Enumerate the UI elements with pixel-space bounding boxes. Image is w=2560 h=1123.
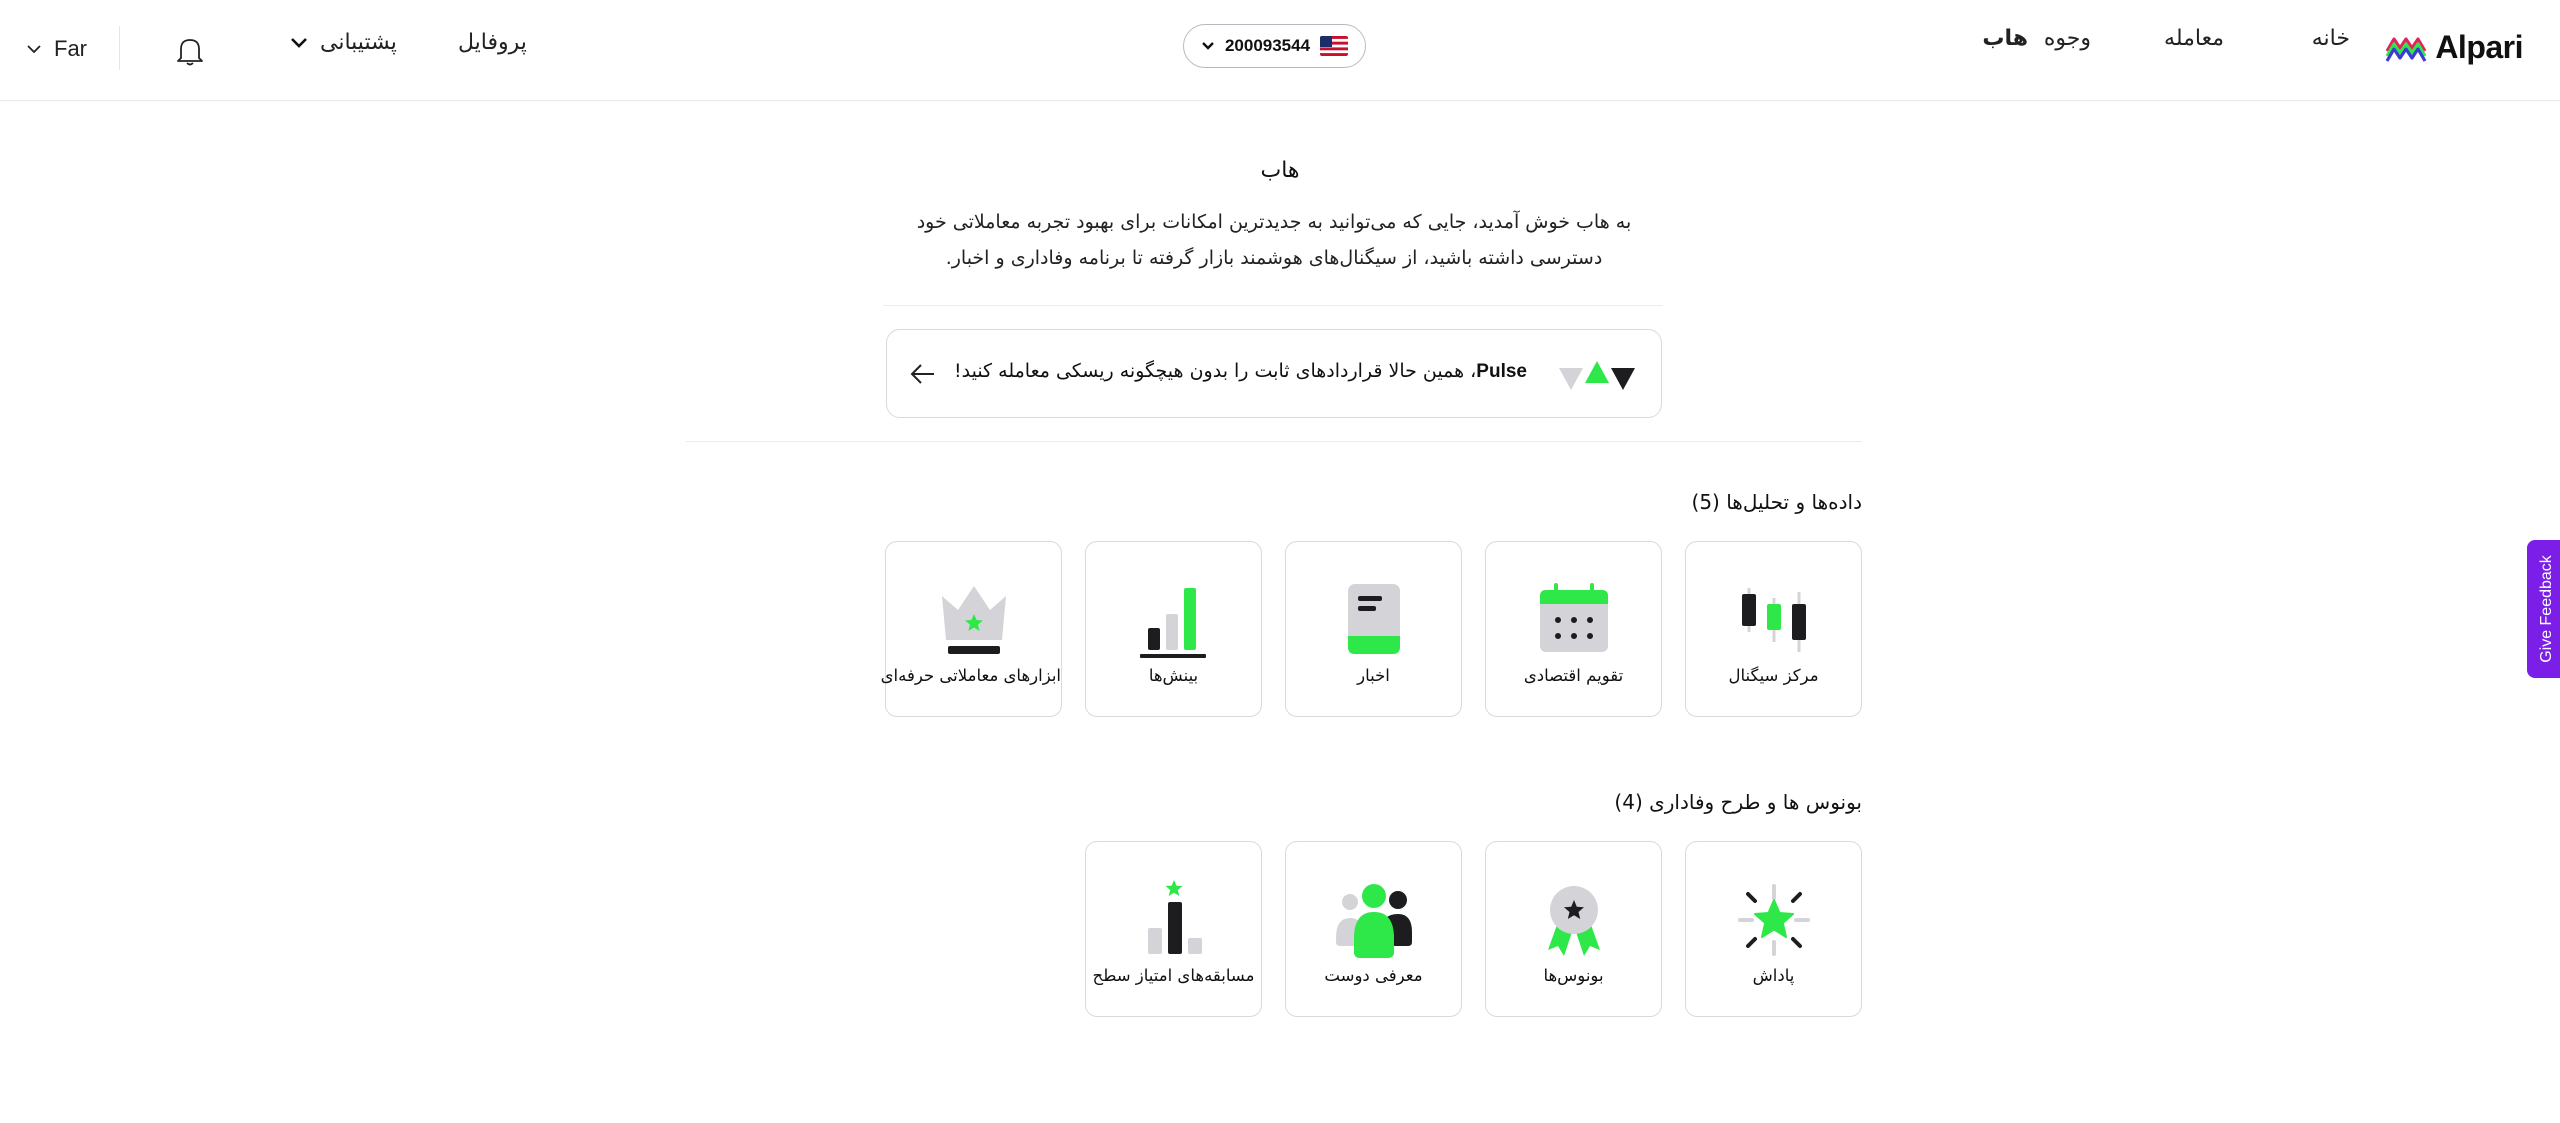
give-feedback-button[interactable]	[2527, 540, 2560, 678]
alpari-logo-icon	[2385, 31, 2427, 65]
pulse-brand: Pulse	[1476, 361, 1527, 382]
account-selector[interactable]	[1183, 24, 1366, 68]
tile-refer-friend[interactable]	[1285, 841, 1462, 1017]
account-number: 200093544	[1224, 36, 1311, 55]
crown-icon	[934, 580, 1014, 660]
tile-label: ابزارهای معاملاتی حرفه‌ای	[880, 666, 1061, 685]
nav-home[interactable]: خانه	[2311, 26, 2350, 51]
description-line-1: به هاب خوش آمدید، جایی که می‌توانید به جدیدترین امکانات برای بهبود تجربه معاملاتی خود	[916, 211, 1632, 233]
tile-news[interactable]	[1285, 541, 1462, 717]
tile-insights[interactable]	[1085, 541, 1262, 717]
sparkle-star-icon	[1734, 880, 1814, 960]
alpari-logo[interactable]	[2385, 29, 2523, 66]
page-title: هاب	[1260, 158, 1300, 183]
chevron-down-icon	[1201, 41, 1215, 51]
feedback-label: Give Feedback	[2538, 555, 2556, 663]
support-dropdown[interactable]	[290, 30, 397, 55]
logo-text: Alpari	[2435, 29, 2523, 65]
tile-bonuses[interactable]	[1485, 841, 1662, 1017]
arrow-left-icon[interactable]	[909, 362, 937, 386]
tile-label: بونوس‌ها	[1543, 966, 1604, 985]
chevron-down-icon	[26, 44, 42, 54]
tile-pro-trading-tools[interactable]	[880, 541, 1062, 717]
tile-label: معرفی دوست	[1324, 966, 1423, 985]
top-header	[0, 0, 2560, 101]
nav-trade[interactable]: معامله	[2164, 26, 2224, 51]
nav-funds[interactable]: وجوه	[2043, 26, 2091, 51]
tile-label: تقویم اقتصادی	[1523, 666, 1624, 685]
us-flag-icon	[1320, 36, 1348, 56]
section-title-bonuses: بونوس ها و طرح وفاداری (4)	[1614, 790, 1862, 814]
section-title-analytics: داده‌ها و تحلیل‌ها (5)	[1691, 490, 1862, 514]
tile-label: پاداش	[1752, 966, 1795, 985]
pulse-message: ، همین حالا قراردادهای ثابت را بدون هیچگونه ریسکی معامله کنید!	[954, 360, 1477, 382]
bar-chart-icon	[1134, 580, 1214, 660]
tile-rewards[interactable]	[1685, 841, 1862, 1017]
medal-icon	[1534, 880, 1614, 960]
language-label: Far	[54, 36, 87, 61]
tile-signal-center[interactable]	[1685, 541, 1862, 717]
news-icon	[1334, 580, 1414, 660]
candlestick-icon	[1734, 580, 1814, 660]
pulse-banner[interactable]	[886, 329, 1662, 418]
tile-label: مرکز سیگنال	[1728, 666, 1819, 685]
page-description	[880, 204, 1668, 276]
pulse-text	[954, 360, 1527, 383]
tile-label: اخبار	[1357, 666, 1390, 685]
profile-link[interactable]: پروفایل	[458, 30, 527, 55]
calendar-icon	[1534, 580, 1614, 660]
bell-icon[interactable]	[173, 34, 207, 68]
tile-level-contests[interactable]	[1085, 841, 1262, 1017]
tile-label: بینش‌ها	[1148, 666, 1199, 685]
support-label: پشتیبانی	[320, 30, 397, 55]
header-divider	[119, 26, 120, 70]
divider	[686, 441, 1862, 442]
divider	[883, 305, 1663, 306]
tile-economic-calendar[interactable]	[1485, 541, 1662, 717]
tile-label: مسابقه‌های امتیاز سطح	[1092, 966, 1255, 985]
description-line-2: دسترسی داشته باشید، از سیگنال‌های هوشمند بازار گرفته تا برنامه وفاداری و اخبار.	[945, 247, 1603, 269]
chevron-down-icon	[290, 37, 308, 49]
people-icon	[1334, 880, 1414, 960]
pulse-logo-icon	[1557, 358, 1637, 394]
language-selector[interactable]	[26, 36, 87, 62]
nav-hub[interactable]: هاب	[1982, 26, 2028, 51]
podium-icon	[1134, 880, 1214, 960]
